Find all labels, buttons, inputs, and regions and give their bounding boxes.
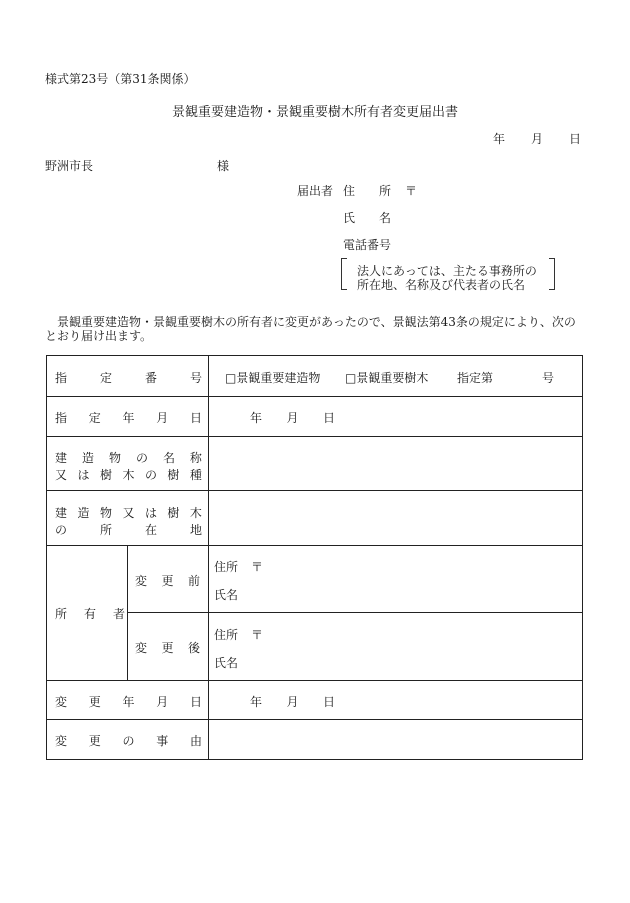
owner-before-postal-mark[interactable]: 〒 [251, 560, 264, 574]
applicant-name-label: 氏 名 [343, 211, 392, 225]
option-building-checkbox[interactable]: □景観重要建造物 [225, 371, 321, 385]
change-reason-label: 変 更 の 事 由 [55, 734, 202, 748]
row-divider [47, 436, 582, 437]
form-table [46, 355, 583, 760]
submission-date [493, 130, 581, 147]
designation-date-label: 指 定 年 月 日 [55, 411, 202, 425]
row-divider [47, 490, 582, 491]
owner-after-name-label: 氏名 [214, 656, 239, 670]
change-date-label: 変 更 年 月 日 [55, 695, 202, 709]
applicant-label: 届出者 [297, 184, 334, 198]
applicant-postal-mark[interactable]: 〒 [405, 184, 418, 198]
applicant-phone-label: 電話番号 [343, 238, 392, 252]
name-or-species-label: 建 造 物 の 名 称 又 は 樹 木 の 樹 種 [55, 451, 202, 482]
corporate-note-line2: 所在地、名称及び代表者の氏名 [357, 278, 526, 292]
corporate-note [341, 258, 555, 290]
row-divider [127, 612, 582, 613]
date-year: 年 [493, 132, 506, 146]
designation-suffix: 号 [542, 371, 555, 385]
corporate-note-line1: 法人にあっては、主たる事務所の [357, 264, 537, 278]
location-label: 建 造 物 又 は 樹 木 の 所 在 地 [55, 506, 202, 537]
row-divider [47, 545, 582, 546]
table-divider [208, 356, 209, 759]
owner-before-name-label: 氏名 [214, 588, 239, 602]
addressee-name: 野洲市長 [45, 159, 94, 173]
owner-before-address-label: 住所 [214, 560, 239, 574]
change-date-field[interactable]: 年 月 日 [250, 695, 335, 709]
addressee-honorific: 様 [217, 159, 230, 173]
owner-after-label: 変 更 後 [135, 641, 200, 655]
owner-label: 所 有 者 [55, 607, 125, 621]
form-number: 様式第23号（第31条関係） [45, 72, 196, 86]
date-day: 日 [569, 132, 582, 146]
date-month: 月 [531, 132, 544, 146]
owner-after-address-label: 住所 [214, 628, 239, 642]
owner-after-postal-mark[interactable]: 〒 [251, 628, 264, 642]
designation-number-label: 指 定 番 号 [55, 371, 202, 385]
intro-text: 景観重要建造物・景観重要樹木の所有者に変更があったので、景観法第43条の規定により、次のとおり届け出ます。 [45, 315, 576, 343]
option-tree-checkbox[interactable]: □景観重要樹木 [345, 371, 429, 385]
applicant-address-label: 住 所 [343, 184, 392, 198]
owner-before-label: 変 更 前 [135, 574, 200, 588]
page-title: 景観重要建造物・景観重要樹木所有者変更届出書 [171, 105, 458, 120]
row-divider [47, 396, 582, 397]
designation-prefix: 指定第 [457, 371, 494, 385]
addressee [45, 157, 230, 174]
row-divider [47, 719, 582, 720]
designation-date-field[interactable]: 年 月 日 [250, 411, 335, 425]
row-divider [47, 680, 582, 681]
